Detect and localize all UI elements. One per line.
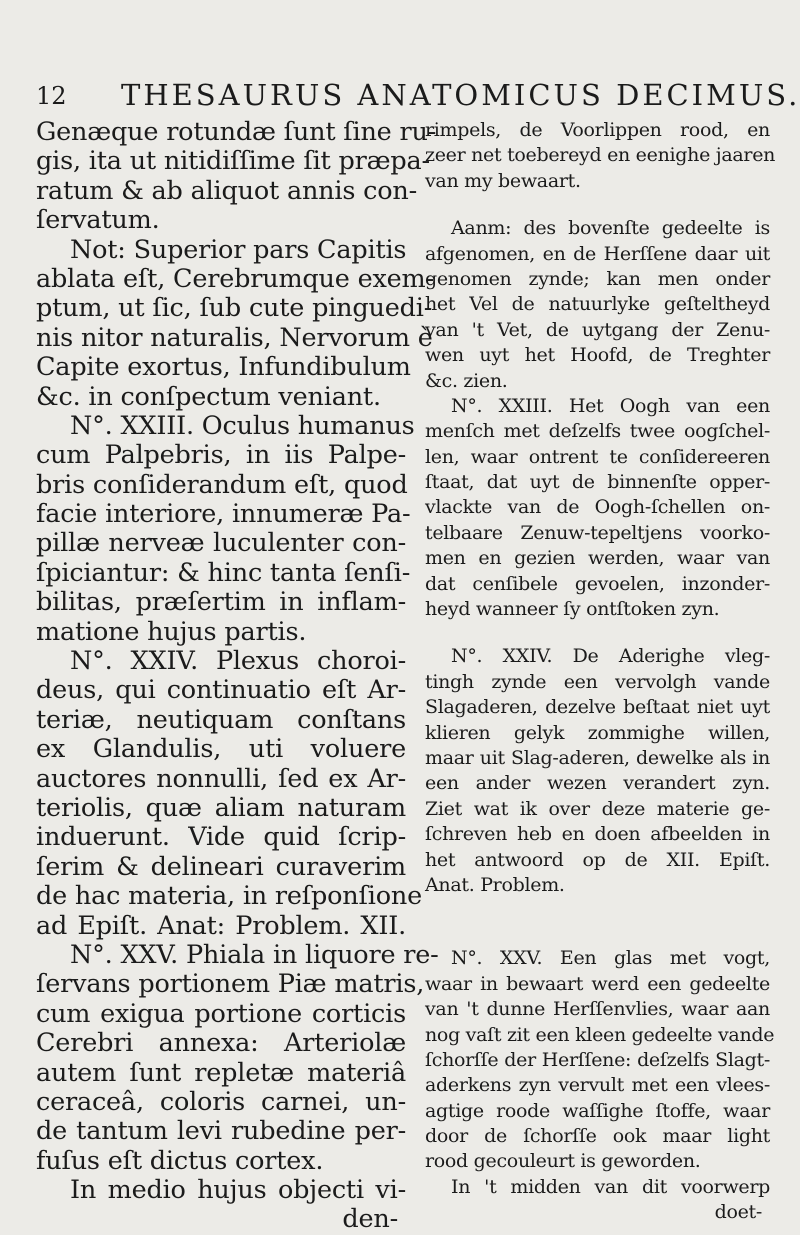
text-line: van my bewaart. [425,169,581,192]
text-line: ptum, ut ſic, ſub cute pinguedi- [36,293,433,324]
page-number: 12 [36,82,67,110]
text-line: Cerebri annexa: Arteriolæ [36,1028,406,1059]
text-line: Slagaderen, dezelve beſtaat niet uyt [425,696,770,719]
text-line: &c. zien. [425,369,508,392]
text-line: menſch met deſzelfs twee oogſchel- [425,420,770,443]
text-line: cum Palpebris, in iis Palpe- [36,440,406,471]
text-line: ſchorſſe der Herſſene: deſzelfs Slagt- [425,1048,770,1071]
text-line: facie interiore, innumeræ Pa- [36,499,411,530]
text-line: N°. XXIV. Plexus choroi- [70,646,406,677]
text-line: zeer net toebereyd en eenighe jaaren [425,144,776,167]
text-line: een ander wezen verandert zyn. [425,772,770,795]
text-line: autem ſunt repletæ materiâ [36,1057,406,1088]
text-line: ex Glandulis, uti voluere [36,734,406,765]
dutch-column [425,118,776,1226]
text-line: pillæ nerveæ luculenter con- [36,528,406,559]
text-line: Genæque rotundæ ſunt ſine ru- [36,117,437,147]
text-line: ad Epiſt. Anat: Problem. XII. [36,910,406,941]
text-line: dat cenſibele gevoelen, inzonder- [425,572,770,595]
text-line: ſervans portionem Piæ matris, [36,969,425,1000]
text-line: bris conſiderandum eſt, quod [36,469,408,500]
text-line: N°. XXV. Phiala in liquore re- [70,939,439,970]
text-line: Anat. Problem. [425,873,565,896]
text-line: ceraceâ, coloris carnei, un- [36,1086,406,1117]
text-line: genomen zynde; kan men onder [425,267,770,290]
text-line: &c. in conſpectum veniant. [36,381,381,412]
text-line: het Vel de natuurlyke geſteltheyd [425,293,770,316]
text-line: teriolis, quæ aliam naturam [36,792,406,823]
catchword: doet- [714,1201,762,1224]
text-line: van 't dunne Herſſenvlies, waar aan [425,998,770,1021]
text-line: aderkens zyn vervult met een vlees- [425,1074,770,1097]
text-line: door de ſchorſſe ook maar light [425,1125,770,1148]
text-line: Ziet wat ik over deze materie ge- [425,797,770,820]
text-line: nis nitor naturalis, Nervorum è [36,322,433,353]
text-line: In 't midden van dit voorwerp [451,1175,770,1198]
text-line: de tantum levi rubedine per- [36,1116,406,1147]
text-line: agtige roode waſſighe ſtoffe, waar [425,1099,770,1122]
text-line: N°. XXV. Een glas met vogt, [451,947,770,970]
text-line: klieren gelyk zommighe willen, [425,721,770,744]
catchword: den- [342,1204,398,1235]
text-line: maar uit Slag-aderen, dewelke als in [425,746,770,769]
text-line: het antwoord op de XII. Epiſt. [425,848,770,871]
text-line: heyd wanneer ſy ontſtoken zyn. [425,598,720,621]
text-line: fuſus eſt dictus cortex. [36,1145,324,1176]
page-title: THESAURUS ANATOMICUS DECIMUS. [121,78,800,112]
text-line: ſervatum. [36,205,160,236]
text-line: matione hujus partis. [36,616,307,647]
text-line: de hac materia, in reſponſione [36,881,422,912]
text-line: gis, ita ut nitidiſſime ſit præpa- [36,146,430,177]
text-line: bilitas, præſertim in inflam- [36,587,406,618]
text-line: waar in bewaart werd een gedeelte [425,972,770,995]
text-line: auctores nonnulli, ſed ex Ar- [36,763,406,794]
text-line: Not: Superior pars Capitis [70,234,407,265]
text-line: rood gecouleurt is geworden. [425,1150,701,1173]
text-line: Capite exortus, Infundibulum [36,352,411,383]
text-line: men en gezien werden, waar van [425,547,770,570]
text-line: ſtaat, dat uyt de binnenſte opper- [425,471,770,494]
latin-column [36,117,439,1235]
text-line: teriæ, neutiquam conſtans [36,704,406,735]
text-line: ablata eſt, Cerebrumque exem- [36,263,434,294]
paragraph-gap [425,622,770,644]
running-header [36,78,800,118]
text-line: N°. XXIV. De Aderighe vleg- [451,645,770,668]
text-line: len, waar ontrent te conſidereeren [425,445,770,468]
text-line: Aanm: des bovenſte gedeelte is [451,217,770,240]
paragraph-gap [425,194,770,216]
text-line: N°. XXIII. Oculus humanus [70,410,415,441]
text-line: induerunt. Vide quid ſcrip- [36,822,406,853]
text-line: deus, qui continuatio eſt Ar- [36,675,406,706]
text-line: tingh zynde een vervolgh vande [425,670,770,693]
text-line: cum exigua portione corticis [36,998,406,1029]
text-line: ſpiciantur: & hinc tanta ſenſi- [36,557,411,588]
text-line: N°. XXIII. Het Oogh van een [451,394,770,417]
text-line: vlackte van de Oogh-ſchellen on- [425,496,770,519]
text-line: ratum & ab aliquot annis con- [36,175,418,206]
text-line: ſchreven heb en doen afbeelden in [425,823,770,846]
text-line: van 't Vet, de uytgang der Zenu- [425,318,770,341]
text-line: rimpels, de Voorlippen rood, en [425,119,770,141]
text-line: ſerim & delineari curaverim [36,851,406,882]
text-line: telbaare Zenuw-tepeltjens voorko- [425,521,770,544]
text-line: nog vaſt zit een kleen gedeelte vande [425,1023,775,1046]
text-line: In medio hujus objecti vi- [70,1175,406,1206]
text-line: afgenomen, en de Herſſene daar uit [425,242,770,265]
paragraph-gap [425,898,770,946]
text-line: wen uyt het Hoofd, de Treghter [425,344,770,367]
